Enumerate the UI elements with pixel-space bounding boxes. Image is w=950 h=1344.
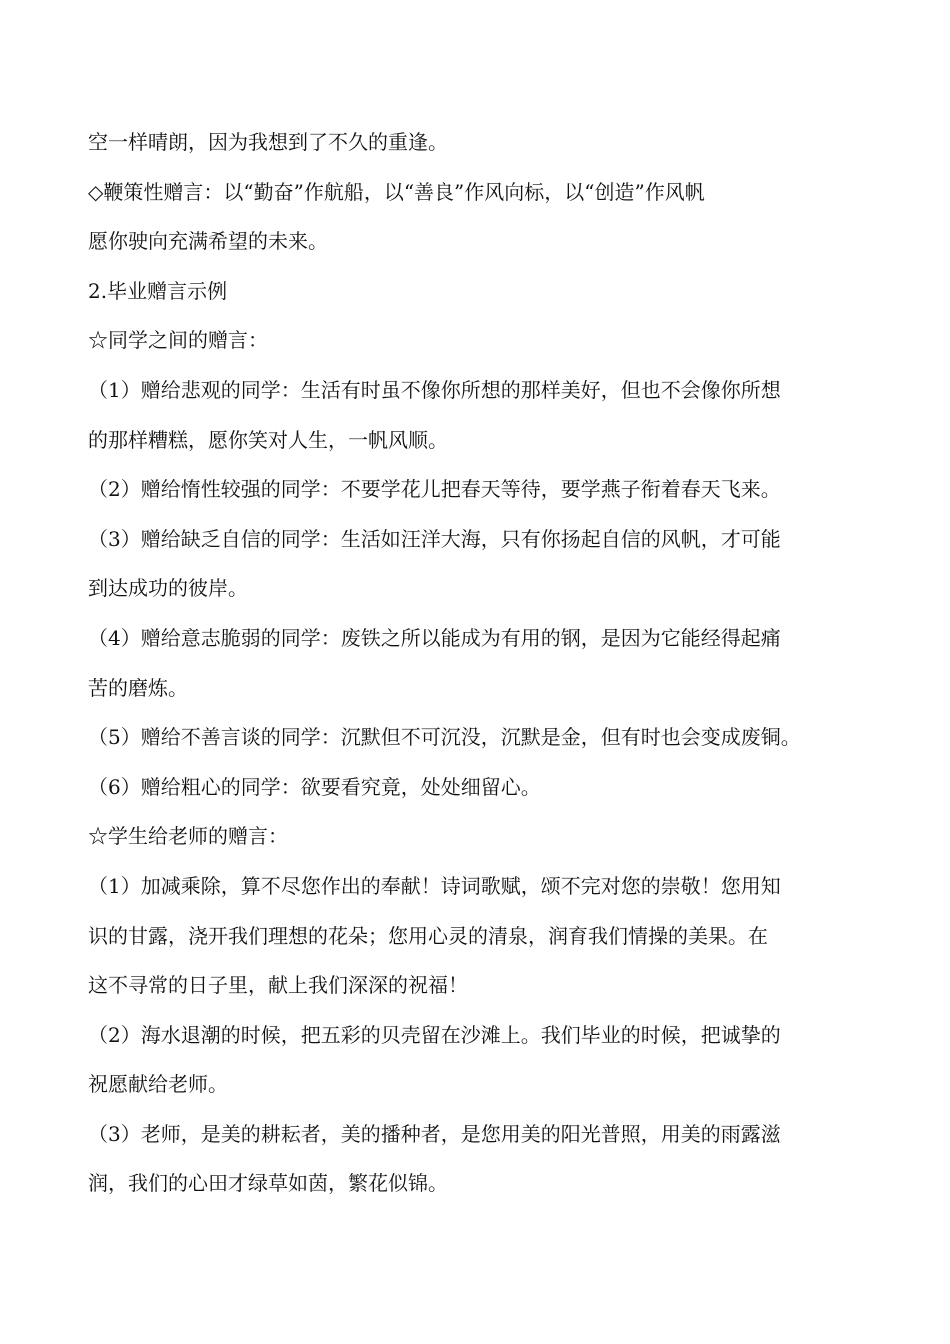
text-line: 祝愿献给老师。 <box>88 1072 228 1097</box>
text-line: 愿你驶向充满希望的未来。 <box>88 229 328 254</box>
text-line: （2）赠给惰性较强的同学：不要学花儿把春天等待，要学燕子衔着春天飞来。 <box>88 477 781 502</box>
text-line: （5）赠给不善言谈的同学：沉默但不可沉没，沉默是金，但有时也会变成废铜。 <box>88 725 801 750</box>
text-line: 这不寻常的日子里，献上我们深深的祝福！ <box>88 973 468 998</box>
text-line: 到达成功的彼岸。 <box>88 576 248 601</box>
text-line: （4）赠给意志脆弱的同学：废铁之所以能成为有用的钢，是因为它能经得起痛 <box>88 625 781 650</box>
text-line: （1）加减乘除，算不尽您作出的奉献！诗词歌赋，颂不完对您的崇敬！您用知 <box>88 873 781 898</box>
text-line: （6）赠给粗心的同学：欲要看究竟，处处细留心。 <box>88 774 541 799</box>
text-line: ◇鞭策性赠言：以“勤奋”作航船，以“善良”作风向标，以“创造”作风帆 <box>88 179 705 204</box>
subsection-heading: ☆同学之间的赠言： <box>88 328 268 353</box>
text-line: （3）老师，是美的耕耘者，美的播种者，是您用美的阳光普照，用美的雨露滋 <box>88 1121 781 1146</box>
section-heading: 2.毕业赠言示例 <box>88 278 228 303</box>
text-line: 苦的磨炼。 <box>88 675 188 700</box>
text-line: 空一样晴朗，因为我想到了不久的重逢。 <box>88 130 448 154</box>
text-line: 的那样糟糕，愿你笑对人生，一帆风顺。 <box>88 427 448 452</box>
text-line: （1）赠给悲观的同学：生活有时虽不像你所想的那样美好，但也不会像你所想 <box>88 377 781 402</box>
text-line: （2）海水退潮的时候，把五彩的贝壳留在沙滩上。我们毕业的时候，把诚挚的 <box>88 1022 781 1047</box>
text-line: 识的甘露，浇开我们理想的花朵；您用心灵的清泉，润育我们情操的美果。在 <box>88 923 768 948</box>
subsection-heading: ☆学生给老师的赠言： <box>88 824 288 849</box>
text-line: （3）赠给缺乏自信的同学：生活如汪洋大海，只有你扬起自信的风帆，才可能 <box>88 526 781 551</box>
text-line: 润，我们的心田才绿草如茵，繁花似锦。 <box>88 1171 448 1196</box>
document-body <box>88 118 863 1209</box>
